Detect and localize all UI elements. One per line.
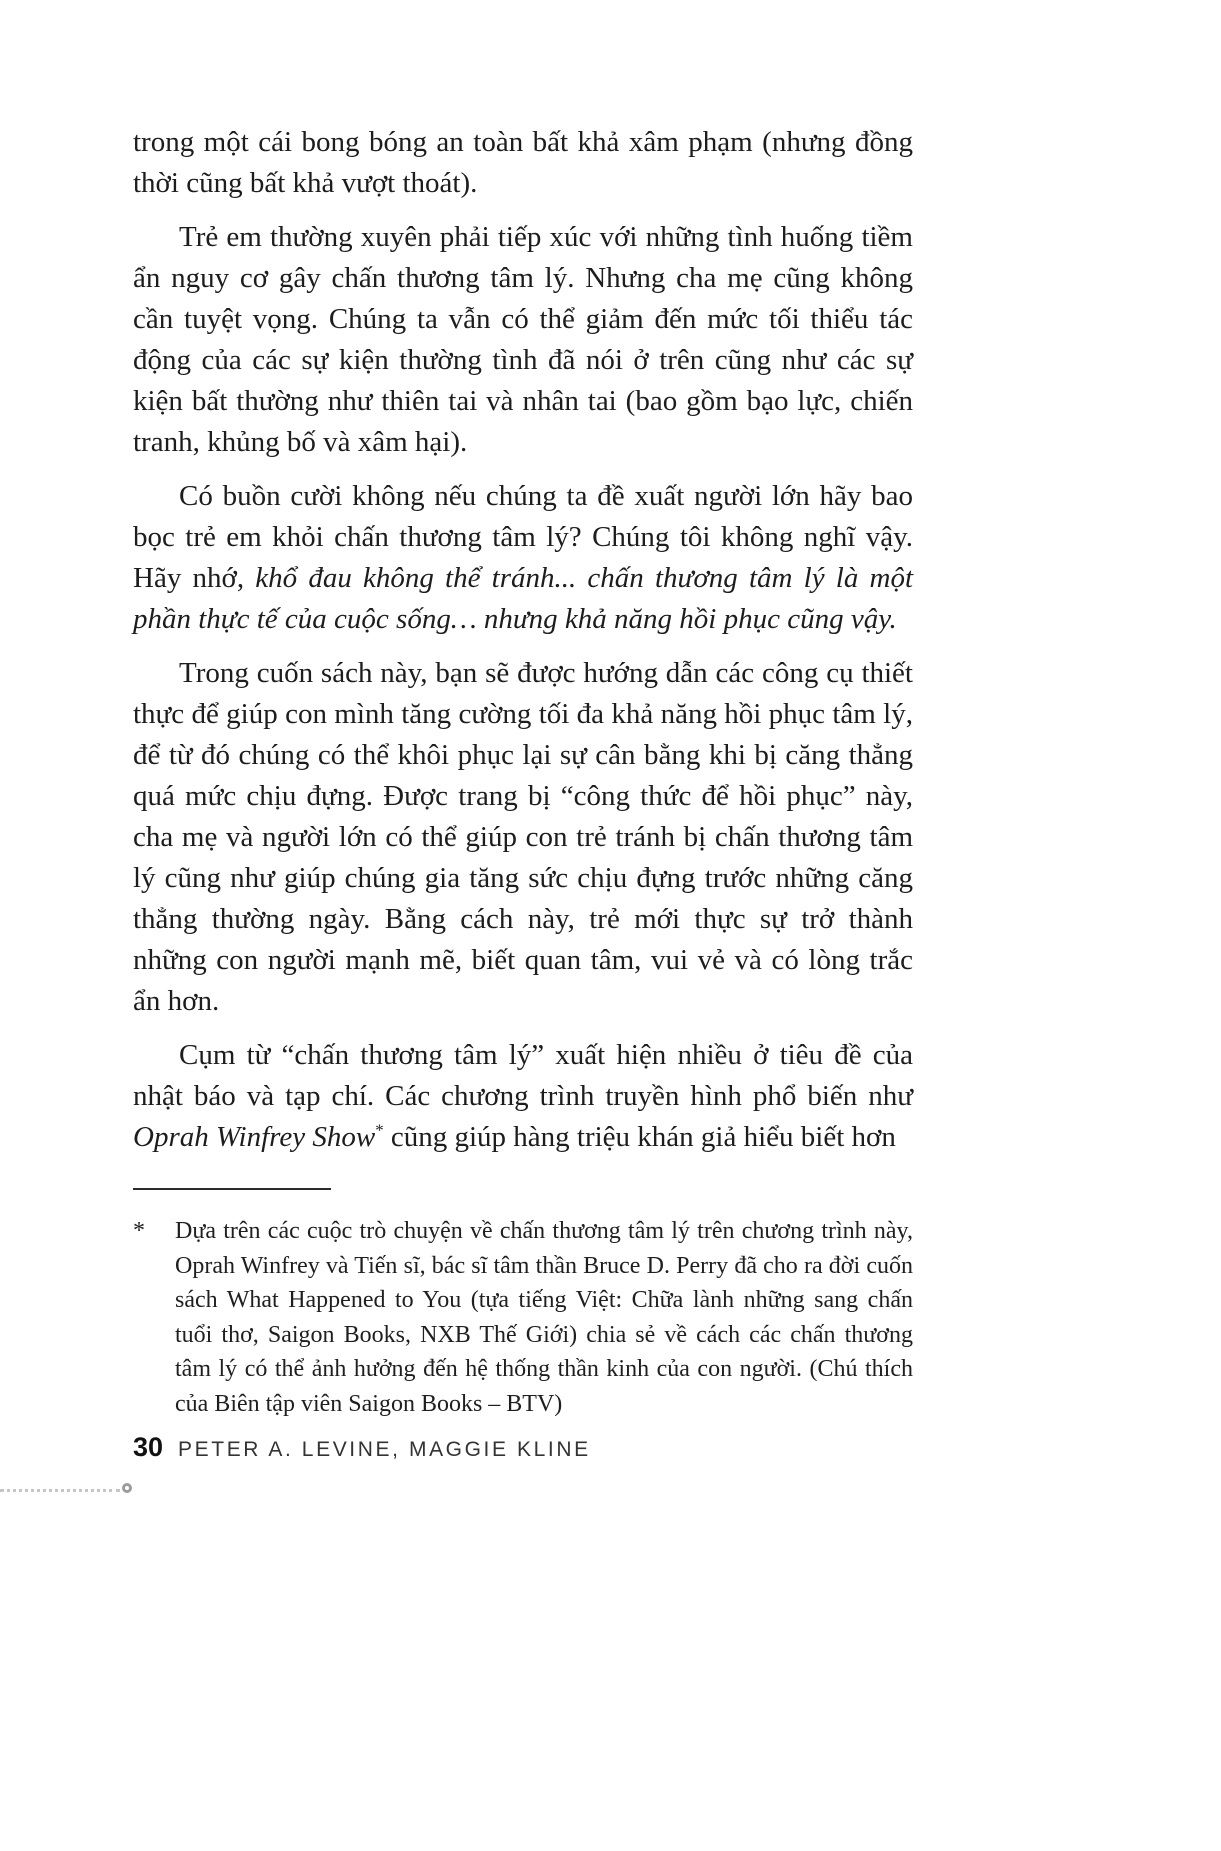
paragraph [133, 217, 913, 463]
paragraph-text: Có buồn cười không nếu chúng ta đề xuất người lớn hãy bao bọc trẻ em khỏi chấn thương tâm lý? Chúng tôi không nghĩ vậy. Hãy nhớ, [133, 480, 913, 594]
show-title-italic-text: Oprah Winfrey Show [133, 1121, 376, 1153]
page-footer [133, 1432, 591, 1463]
decorative-circle-marker [122, 1483, 132, 1493]
decorative-dotted-line [0, 1489, 120, 1492]
footnote-marker: * [133, 1218, 145, 1244]
paragraph-italic-text: khổ đau không thể tránh... chấn thương tâm lý là một phần thực tế của cuộc sống… nhưng khả năng hồi phục cũng vậy. [133, 562, 913, 635]
paragraph-text: Trong cuốn sách này, bạn sẽ được hướng dẫn các công cụ thiết thực để giúp con mình tăng cường tối đa khả năng hồi phục tâm lý, để từ đó chúng có thể khôi phục lại sự cân bằng khi bị căng thẳng quá mức chịu đựng. Được trang bị “công thức để hồi phục” này, cha mẹ và người lớn có thể giúp con trẻ tránh bị chấn thương tâm lý cũng như giúp chúng gia tăng sức chịu đựng trước những căng thẳng thường ngày. Bằng cách này, trẻ mới thực sự trở thành những con người mạnh mẽ, biết quan tâm, vui vẻ và có lòng trắc ẩn hơn. [133, 657, 913, 1017]
body-text-block [133, 122, 913, 1421]
paragraph [133, 653, 913, 1022]
paragraph-text: trong một cái bong bóng an toàn bất khả xâm phạm (nhưng đồng thời cũng bất khả vượt thoát). [133, 126, 913, 199]
footnote-reference-marker: * [375, 1120, 384, 1140]
footnote [133, 1214, 913, 1421]
running-footer-authors: PETER A. LEVINE, MAGGIE KLINE [178, 1438, 591, 1461]
paragraph [133, 476, 913, 640]
footnote-separator-rule [133, 1188, 331, 1190]
paragraph-text: Cụm từ “chấn thương tâm lý” xuất hiện nhiều ở tiêu đề của nhật báo và tạp chí. Các chương trình truyền hình phổ biến như [133, 1039, 913, 1112]
paragraph [133, 1035, 913, 1158]
paragraph-text: Trẻ em thường xuyên phải tiếp xúc với những tình huống tiềm ẩn nguy cơ gây chấn thương tâm lý. Nhưng cha mẹ cũng không cần tuyệt vọng. Chúng ta vẫn có thể giảm đến mức tối thiểu tác động của các sự kiện thường tình đã nói ở trên cũng như các sự kiện bất thường như thiên tai và nhân tai (bao gồm bạo lực, chiến tranh, khủng bố và xâm hại). [133, 221, 913, 458]
page-number: 30 [133, 1432, 164, 1462]
footnote-text: Dựa trên các cuộc trò chuyện về chấn thương tâm lý trên chương trình này, Oprah Winfrey và Tiến sĩ, bác sĩ tâm thần Bruce D. Perry đã cho ra đời cuốn sách What Happened to You (tựa tiếng Việt: Chữa lành những sang chấn tuổi thơ, Saigon Books, NXB Thế Giới) chia sẻ về cách các chấn thương tâm lý có thể ảnh hưởng đến hệ thống thần kinh của con người. (Chú thích của Biên tập viên Saigon Books – BTV) [175, 1218, 913, 1417]
paragraph-text: cũng giúp hàng triệu khán giả hiểu biết hơn [383, 1121, 896, 1153]
paragraph [133, 122, 913, 204]
